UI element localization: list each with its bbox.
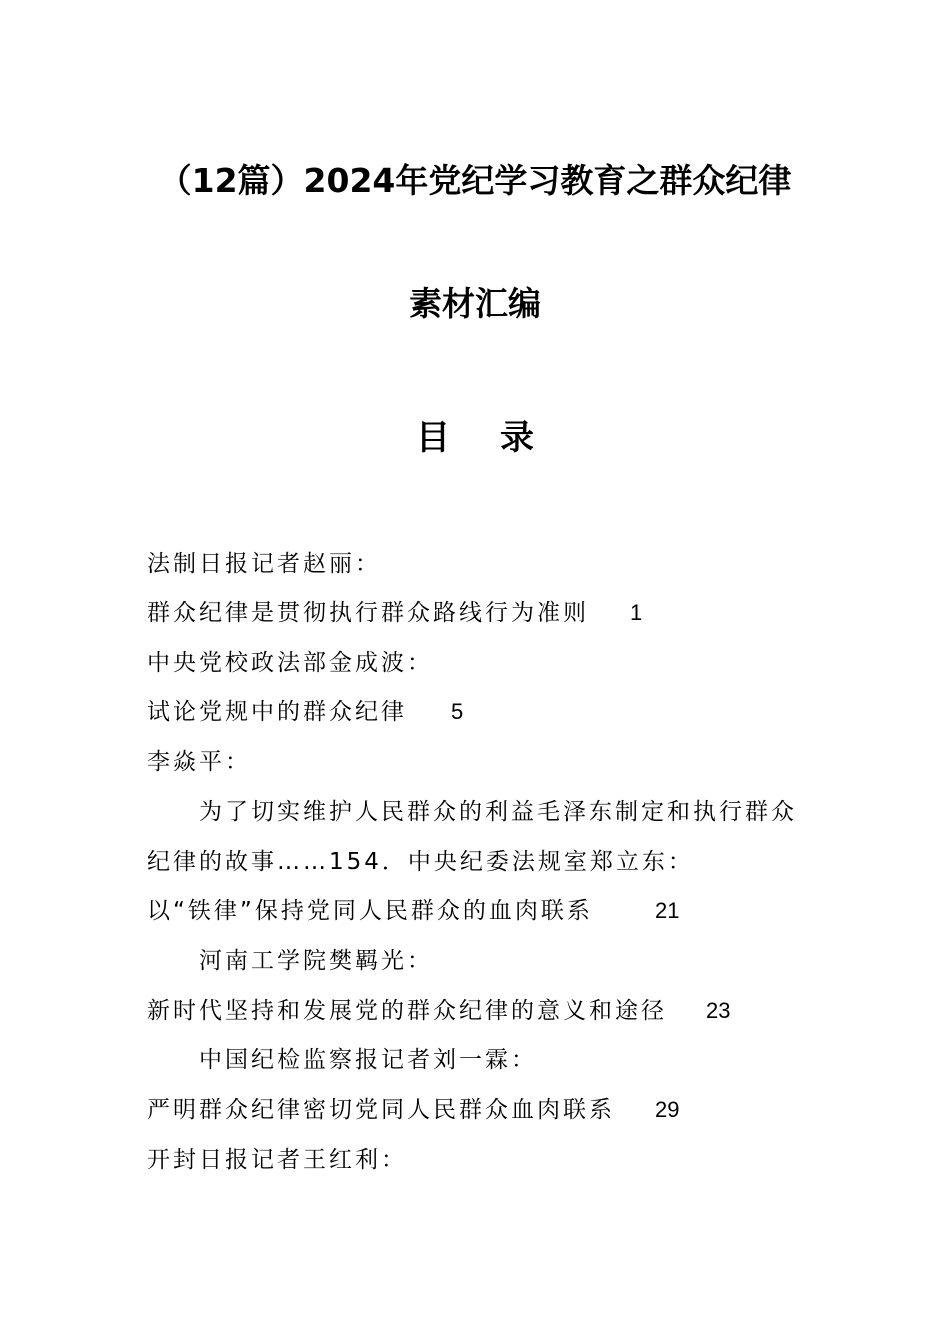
- toc-page-number: 29: [655, 1097, 680, 1122]
- toc-author-line: 开封日报记者王红利：: [147, 1147, 407, 1173]
- toc-page-number: 21: [655, 898, 680, 923]
- document-title-line-1: （12篇）2024年党纪学习教育之群众纪律: [158, 161, 792, 200]
- toc-author-line: 法制日报记者赵丽：: [147, 551, 381, 577]
- toc-heading-char-2: 录: [500, 418, 534, 458]
- toc-author-line: 中国纪检监察报记者刘一霖：: [199, 1047, 537, 1073]
- toc-author-line: 中央党校政法部金成波：: [147, 650, 433, 676]
- toc-entry-title: 严明群众纪律密切党同人民群众血肉联系: [147, 1097, 615, 1123]
- toc-entry-title: 纪律的故事……154．中央纪委法规室郑立东：: [147, 849, 694, 875]
- toc-entry-title: 新时代坚持和发展党的群众纪律的意义和途径: [147, 998, 667, 1024]
- toc-page-number: 1: [630, 600, 643, 625]
- toc-entry-title: 为了切实维护人民群众的利益毛泽东制定和执行群众: [199, 799, 797, 825]
- toc-page-number: 5: [451, 699, 464, 724]
- toc-author-line: 李焱平：: [147, 749, 251, 775]
- toc-author-line: 河南工学院樊羁光：: [199, 948, 433, 974]
- toc-heading-char-1: 目: [416, 418, 450, 458]
- toc-page-number: 23: [706, 998, 731, 1023]
- toc-heading: [0, 410, 950, 459]
- toc-entry-title: 以“铁律”保持党同人民群众的血肉联系: [147, 898, 593, 924]
- toc-entry-title: 群众纪律是贯彻执行群众路线行为准则: [147, 600, 589, 626]
- toc-entry-title: 试论党规中的群众纪律: [147, 699, 407, 725]
- document-title-line-2: 素材汇编: [409, 284, 541, 323]
